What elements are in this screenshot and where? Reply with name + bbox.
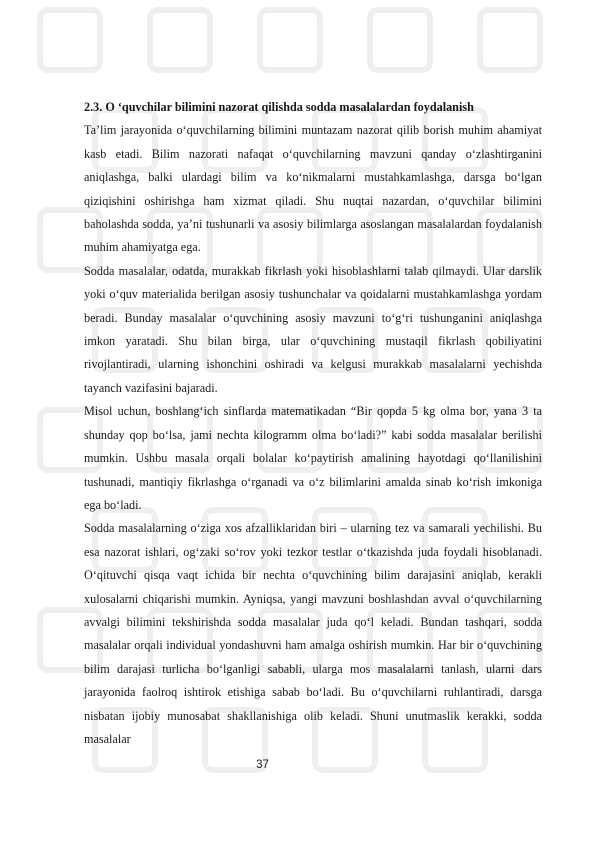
section-heading: 2.3. O ‘quvchilar bilimini nazorat qilishda sodda masalalardan foydalanish — [84, 100, 474, 114]
paragraph-1: Ta’lim jarayonida o‘quvchilarning bilimini muntazam nazorat qilib borish muhim ahamiyat kasb etadi. Bilim nazorati nafaqat o‘quvchilarning mavzuni qanday o‘zlashtirganini aniqlashga, balki ulardagi bilim va ko‘nikmalarni mustahkamlashga, darsga bo‘lgan qiziqishini oshirishga ham xizmat qiladi. Shu nuqtai nazardan, o‘quvchilar bilimini baholashda sodda, ya’ni tushunarli va asosiy bilimlarga asoslangan masalalardan foydalanish muhim ahamiyatga ega. — [84, 123, 542, 255]
page-number: 37 — [256, 759, 269, 771]
document-body — [84, 96, 542, 751]
paragraph-2: Sodda masalalar, odatda, murakkab fikrlash yoki hisoblashlarni talab qilmaydi. Ular darslik yoki o‘quv materialida berilgan asosiy tushunchalar va qoidalarni mustahkamlashga yordam beradi. Bunday masalalar o‘quvchining asosiy mavzuni to‘g‘ri tushunganini aniqlashga imkon yaratadi. Shu bilan birga, ular o‘quvchining mustaqil fikrlash qobiliyatini rivojlantiradi, ularning ishonchini oshiradi va kelgusi murakkab masalalarni yechishda tayanch vazifasini bajaradi. — [84, 263, 542, 395]
paragraph-3: Misol uchun, boshlang‘ich sinflarda matematikadan “Bir qopda 5 kg olma bor, yana 3 ta shunday qop bo‘lsa, jami nechta kilogramm olma bo‘ladi?” kabi sodda masalalar berilishi mumkin. Ushbu masala orqali bolalar ko‘paytirish amalining hayotdagi qo‘llanilishini tushunadi, mantiqiy fikrlashga o‘rganadi va o‘z bilimlarini amalda sinab ko‘rish imkoniga ega bo‘ladi. — [84, 404, 542, 512]
paragraph-4: Sodda masalalarning o‘ziga xos afzalliklaridan biri – ularning tez va samarali yechilishi. Bu esa nazorat ishlari, og‘zaki so‘rov yoki tezkor testlar o‘tkazishda juda foydali hisoblanadi. O‘qituvchi qisqa vaqt ichida bir nechta o‘quvchining bilim darajasini aniqlab, kerakli xulosalarni chiqarishi mumkin. Ayniqsa, yangi mavzuni boshlashdan avval o‘quvchilarning avvalgi bilimini tekshirishda sodda masalalar juda qo‘l keladi. Bundan tashqari, sodda masalalar orqali individual yondashuvni ham amalga oshirish mumkin. Har bir o‘quvchining bilim darajasi turlicha bo‘lganligi sababli, ularga mos masalalarni tanlash, ularni dars jarayonida faolroq ishtirok etishiga sabab bo‘ladi. Bu o‘quvchilarni ruhlantiradi, darsga nisbatan ijobiy munosabat shakllanishiga olib keladi. Shuni unutmaslik kerakki, sodda masalalar — [84, 521, 542, 746]
